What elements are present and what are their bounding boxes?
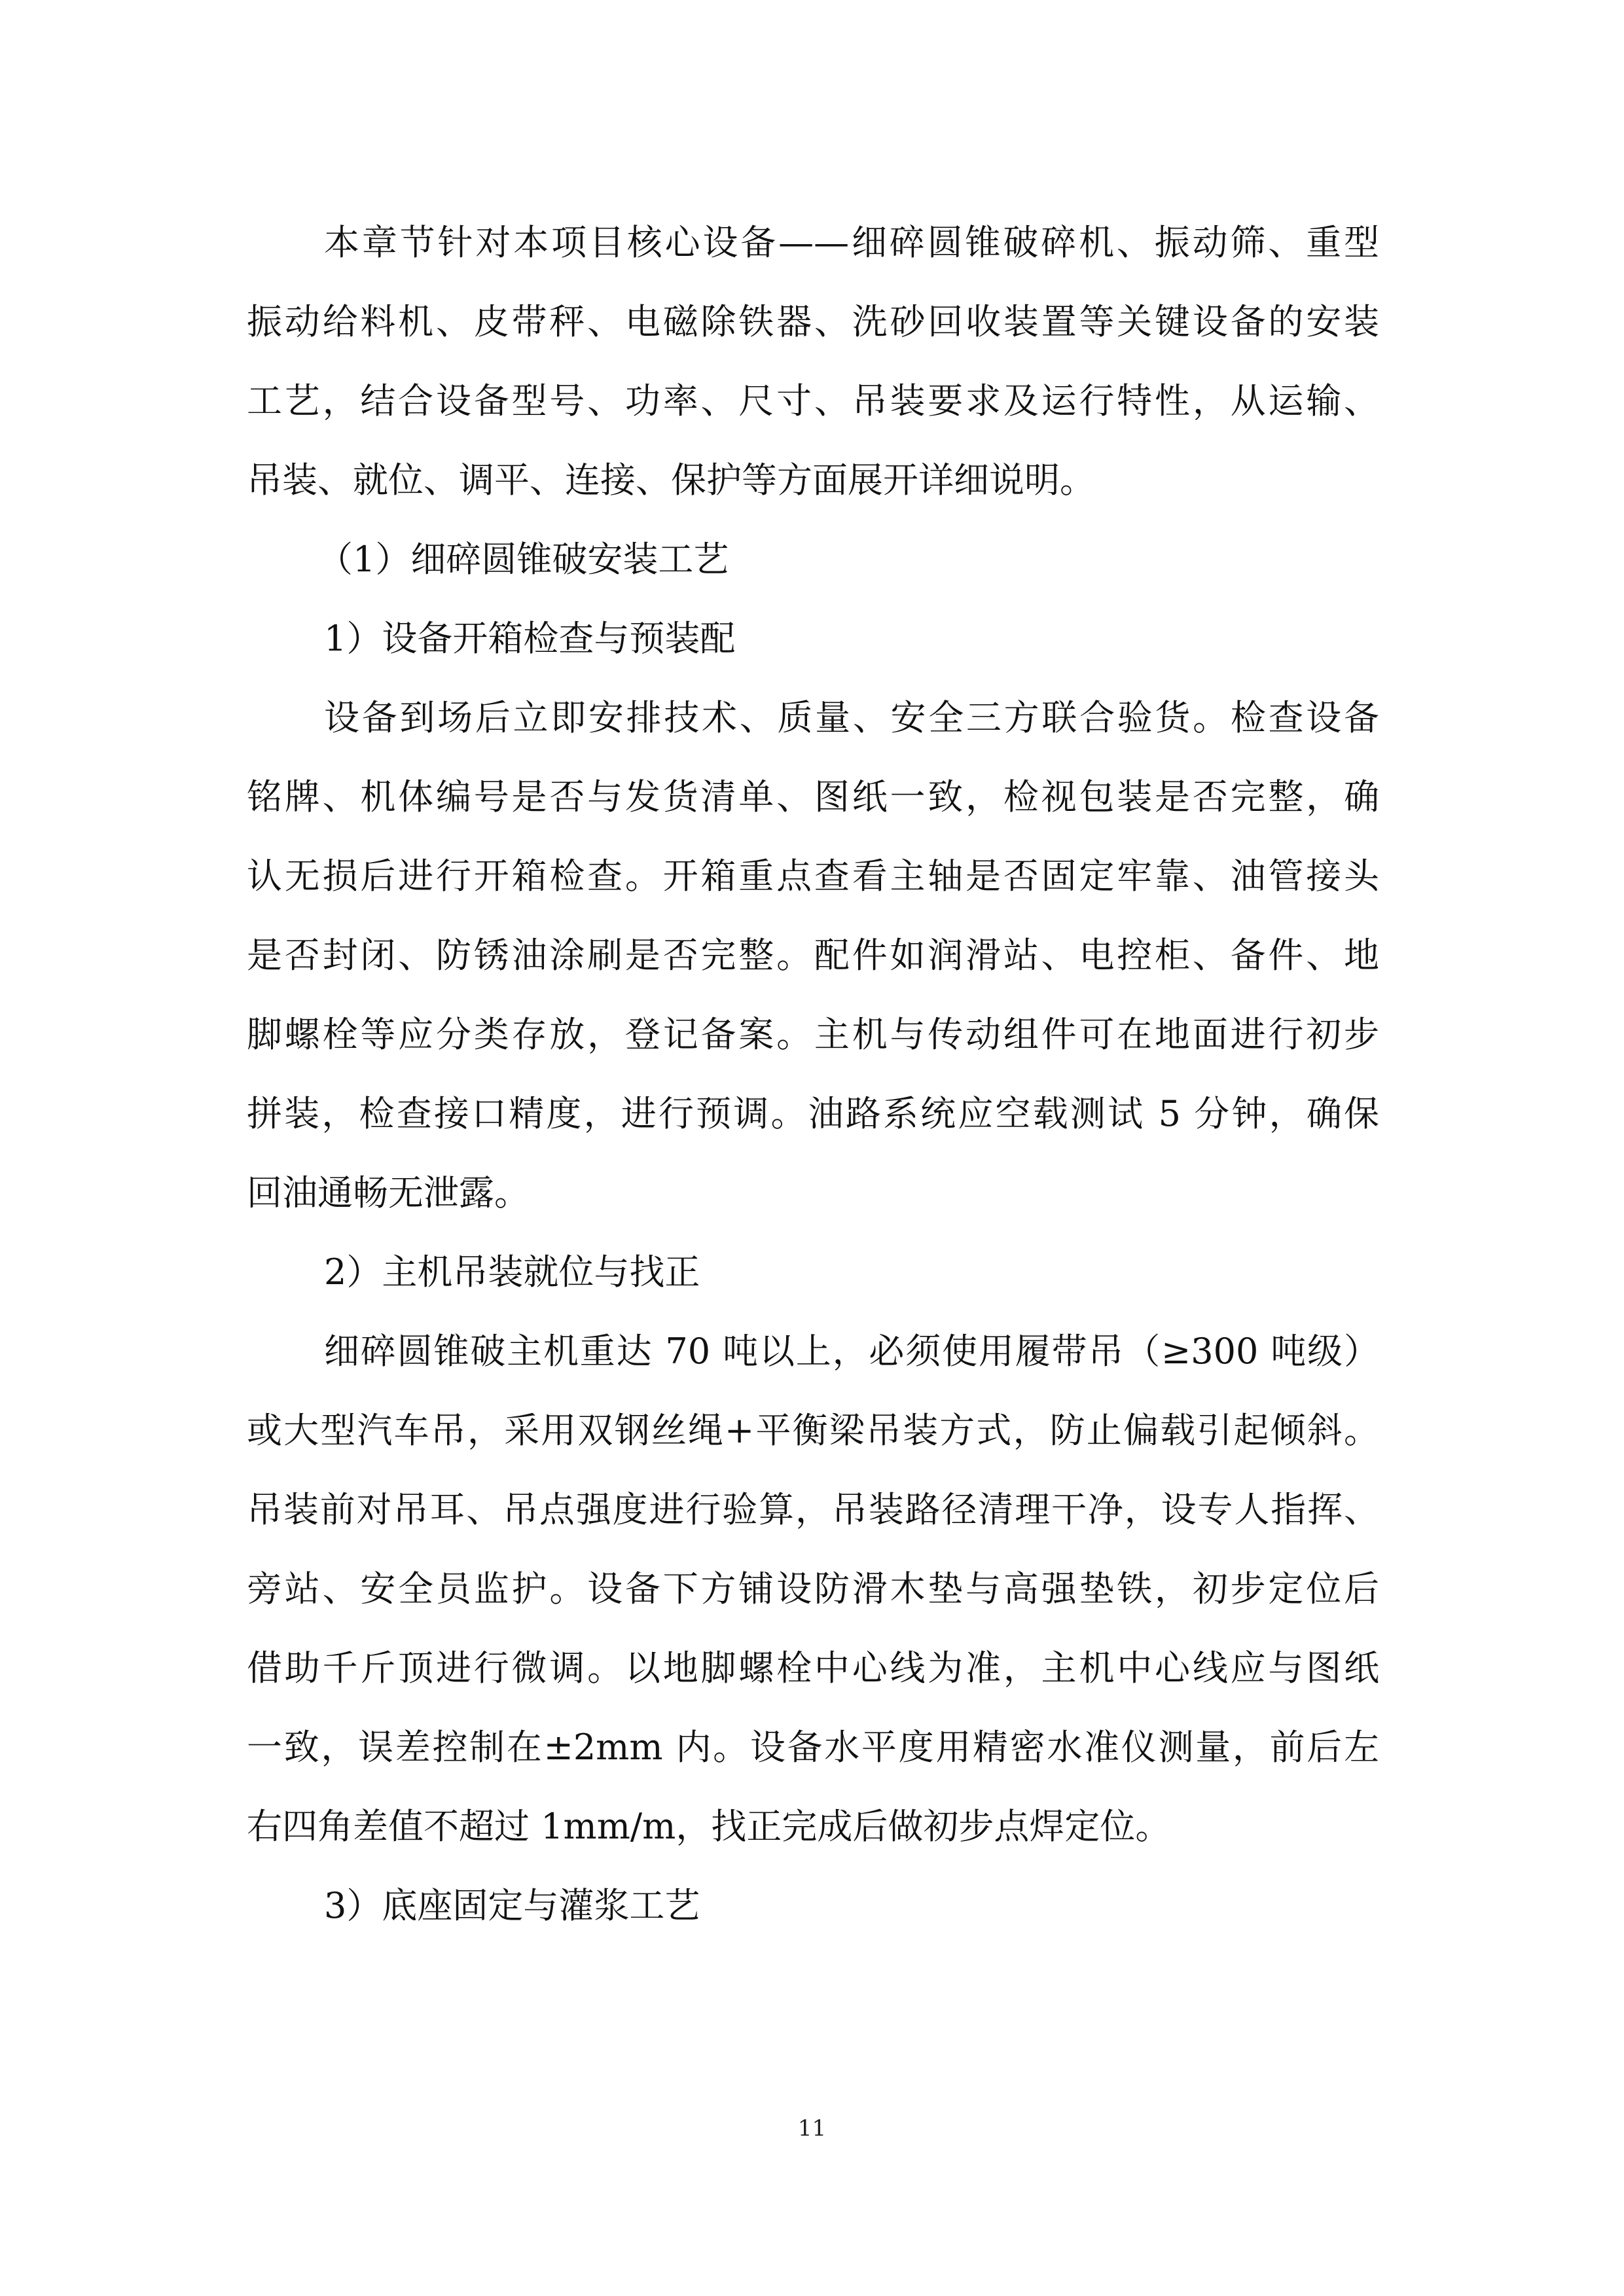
intro-line-1: 本章节针对本项目核心设备——细碎圆锥破碎机、振动筛、重型 <box>324 222 1379 263</box>
subsection-2-line-2: 或大型汽车吊，采用双钢丝绳+平衡梁吊装方式，防止偏载引起倾斜。 <box>247 1410 1379 1451</box>
intro-line-3: 工艺，结合设备型号、功率、尺寸、吊装要求及运行特性，从运输、 <box>247 380 1379 422</box>
subsection-3-title: 3）底座固定与灌浆工艺 <box>324 1885 700 1926</box>
intro-line-2: 振动给料机、皮带秤、电磁除铁器、洗砂回收装置等关键设备的安装 <box>247 301 1379 342</box>
subsection-2-line-6: 一致，误差控制在±2mm 内。设备水平度用精密水准仪测量，前后左 <box>247 1727 1379 1768</box>
section-title: （1）细碎圆锥破安装工艺 <box>317 539 729 580</box>
subsection-1-line-3: 认无损后进行开箱检查。开箱重点查看主轴是否固定牢靠、油管接头 <box>247 855 1379 897</box>
subsection-1-title: 1）设备开箱检查与预装配 <box>324 618 736 659</box>
subsection-1-line-1: 设备到场后立即安排技术、质量、安全三方联合验货。检查设备 <box>324 697 1379 738</box>
subsection-1-line-4: 是否封闭、防锈油涂刷是否完整。配件如润滑站、电控柜、备件、地 <box>247 935 1379 976</box>
subsection-2-line-3: 吊装前对吊耳、吊点强度进行验算，吊装路径清理干净，设专人指挥、 <box>247 1489 1379 1530</box>
page-number: 11 <box>797 2115 827 2142</box>
subsection-2-title: 2）主机吊装就位与找正 <box>324 1251 700 1293</box>
subsection-1-line-6: 拼装，检查接口精度，进行预调。油路系统应空载测试 5 分钟，确保 <box>247 1093 1379 1134</box>
subsection-2-line-7: 右四角差值不超过 1mm/m，找正完成后做初步点焊定位。 <box>247 1806 1171 1847</box>
subsection-2-line-1: 细碎圆锥破主机重达 70 吨以上，必须使用履带吊（≥300 吨级） <box>324 1331 1379 1372</box>
subsection-1-line-5: 脚螺栓等应分类存放，登记备案。主机与传动组件可在地面进行初步 <box>247 1014 1379 1055</box>
subsection-2-line-4: 旁站、安全员监护。设备下方铺设防滑木垫与高强垫铁，初步定位后 <box>247 1568 1379 1609</box>
subsection-2-line-5: 借助千斤顶进行微调。以地脚螺栓中心线为准，主机中心线应与图纸 <box>247 1647 1379 1689</box>
subsection-1-line-7: 回油通畅无泄露。 <box>247 1172 530 1213</box>
intro-line-4: 吊装、就位、调平、连接、保护等方面展开详细说明。 <box>247 459 1095 501</box>
subsection-1-line-2: 铭牌、机体编号是否与发货清单、图纸一致，检视包装是否完整，确 <box>247 776 1379 817</box>
